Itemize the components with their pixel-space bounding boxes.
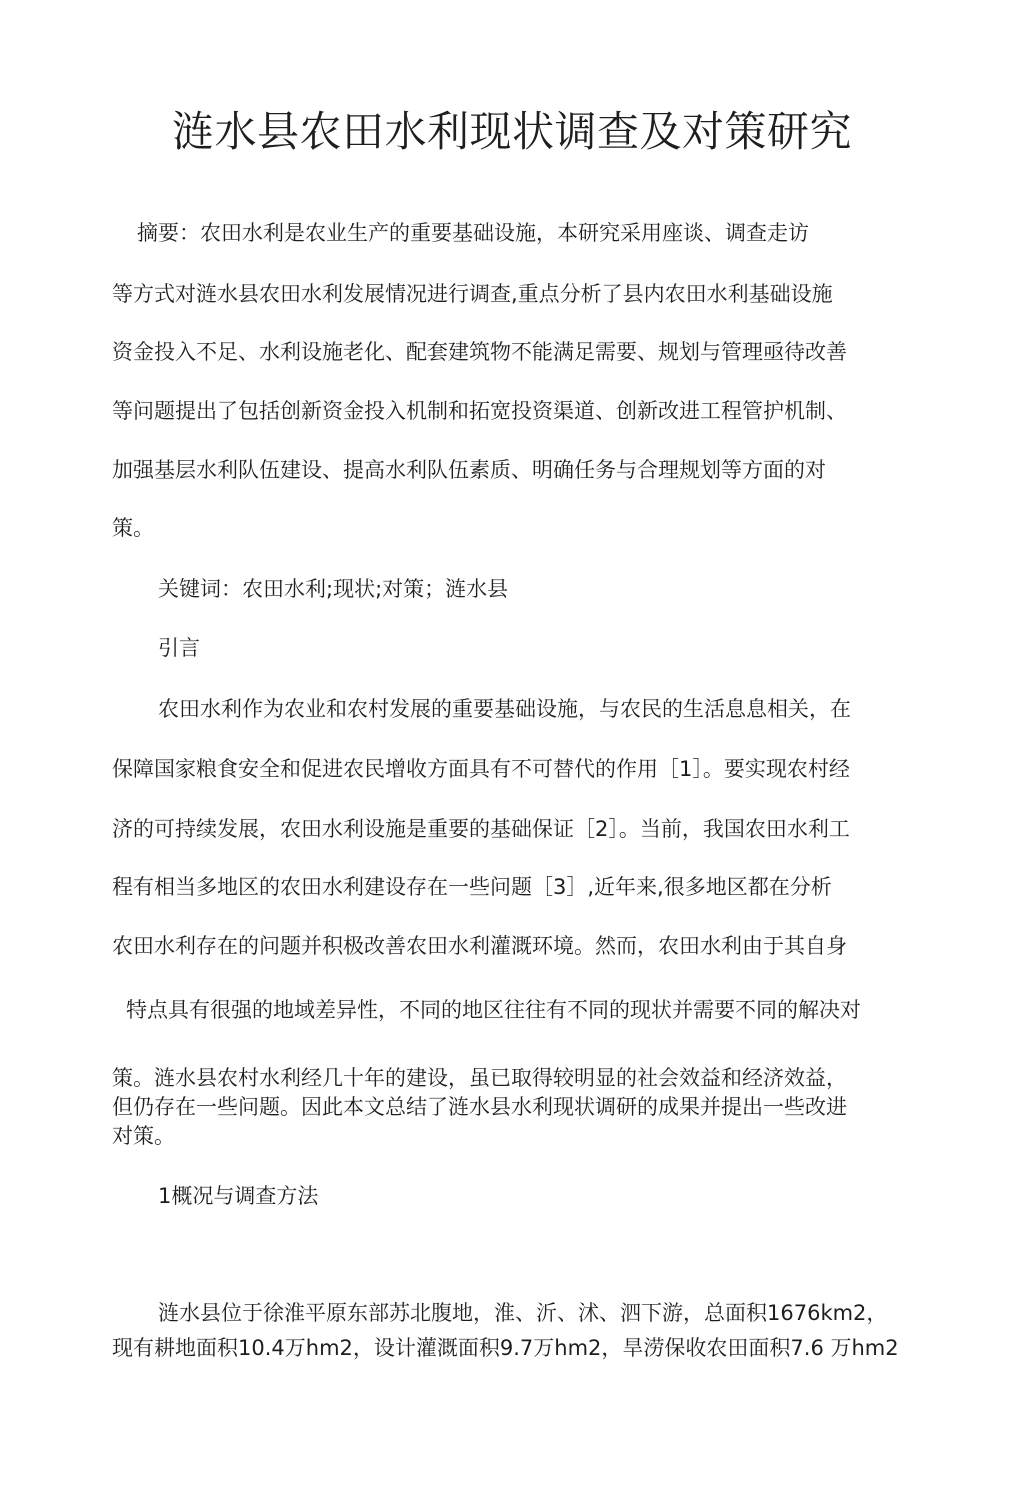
section-1-line: 现有耕地面积10.4万hm2，设计灌溉面积9.7万hm2，旱涝保收农田面积7.6 万hm2 bbox=[112, 1336, 899, 1360]
abstract-line: 策。 bbox=[112, 516, 154, 540]
intro-line: 特点具有很强的地域差异性，不同的地区往往有不同的现状并需要不同的解决对 bbox=[126, 998, 861, 1022]
intro-line: 农田水利存在的问题并积极改善农田水利灌溉环境。然而，农田水利由于其自身 bbox=[112, 934, 847, 958]
section-1-line: 涟水县位于徐淮平原东部苏北腹地，淮、沂、沭、泗下游，总面积1676km2， bbox=[158, 1301, 888, 1325]
abstract-line: 摘要：农田水利是农业生产的重要基础设施，本研究采用座谈、调查走访 bbox=[137, 221, 809, 245]
document-title: 涟水县农田水利现状调查及对策研究 bbox=[171, 107, 852, 156]
abstract-line: 等方式对涟水县农田水利发展情况进行调查,重点分析了县内农田水利基础设施 bbox=[112, 282, 833, 306]
abstract-line: 资金投入不足、水利设施老化、配套建筑物不能满足需要、规划与管理亟待改善 bbox=[112, 340, 847, 364]
intro-tail-line: 但仍存在一些问题。因此本文总结了涟水县水利现状调研的成果并提出一些改进 bbox=[112, 1095, 847, 1119]
intro-tail-line: 策。涟水县农村水利经几十年的建设，虽已取得较明显的社会效益和经济效益， bbox=[112, 1066, 847, 1090]
intro-line: 保障国家粮食安全和促进农民增收方面具有不可替代的作用［1］。要实现农村经 bbox=[112, 757, 850, 781]
intro-line: 程有相当多地区的农田水利建设存在一些问题［3］,近年来,很多地区都在分析 bbox=[112, 875, 832, 899]
intro-line: 济的可持续发展，农田水利设施是重要的基础保证［2］。当前，我国农田水利工 bbox=[112, 817, 850, 841]
keywords: 关键词：农田水利;现状;对策；涟水县 bbox=[158, 577, 509, 601]
intro-tail-line: 对策。 bbox=[112, 1124, 175, 1148]
intro-heading: 引言 bbox=[158, 636, 200, 660]
intro-line: 农田水利作为农业和农村发展的重要基础设施，与农民的生活息息相关，在 bbox=[158, 697, 851, 721]
section-1-heading: 1概况与调查方法 bbox=[158, 1184, 319, 1208]
abstract-line: 加强基层水利队伍建设、提高水利队伍素质、明确任务与合理规划等方面的对 bbox=[112, 458, 826, 482]
intro-tail-paragraph bbox=[112, 1064, 847, 1151]
abstract-line: 等问题提出了包括创新资金投入机制和拓宽投资渠道、创新改进工程管护机制、 bbox=[112, 399, 847, 423]
